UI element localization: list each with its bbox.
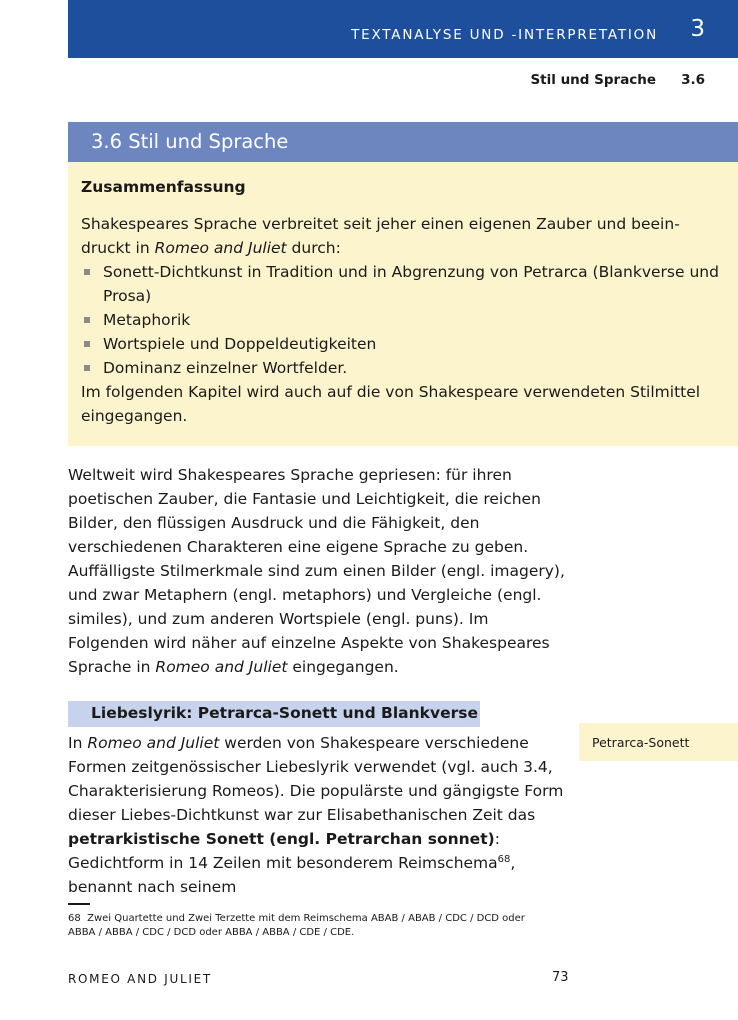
margin-note xyxy=(579,723,738,761)
list-item-text: Wortspiele und Doppeldeutigkeiten xyxy=(103,335,377,353)
margin-note-label: Petrarca-Sonett xyxy=(592,735,690,750)
section-label: Stil und Sprache xyxy=(530,72,657,88)
footnote-text: Zwei Quartette und Zwei Terzette mit dem Reimschema ABAB / ABAB / CDC / DCD oder ABBA / ABBA / CDC / DCD oder ABBA / ABBA / CDE / CDE. xyxy=(68,913,525,938)
paragraph-text-end: eingegangen. xyxy=(287,658,399,676)
body-paragraph-2 xyxy=(68,731,573,899)
subsection-title-bar xyxy=(68,701,480,727)
list-item xyxy=(81,308,721,332)
summary-intro xyxy=(81,212,721,260)
running-section-header xyxy=(530,72,705,88)
paragraph-text: In xyxy=(68,734,88,752)
footnote-reference[interactable]: 68 xyxy=(497,853,511,865)
list-item xyxy=(81,260,721,308)
paragraph-text-end: , benannt nach seinem xyxy=(68,854,516,896)
summary-intro-text: Shakespeares Sprache verbreitet seit jeher einen eigenen Zauber und beeindruckt in xyxy=(81,215,680,257)
body-paragraph-1 xyxy=(68,463,573,679)
footnote-number: 68 xyxy=(68,913,81,924)
paragraph-text: werden von Shakespeare verschiedene Formen zeitgenössischer Liebeslyrik verwendet (vgl. auch 3.4, Charakterisierung Romeos). Die populärste und gängigste Form dieser Liebes-Dichtkunst war zur Elisabethanischen Zeit das xyxy=(68,734,564,824)
summary-intro-end: durch: xyxy=(286,239,341,257)
section-title-bar xyxy=(68,122,738,162)
chapter-label: TEXTANALYSE UND -INTERPRETATION xyxy=(351,27,658,43)
square-bullet-icon xyxy=(84,341,90,347)
square-bullet-icon xyxy=(84,317,90,323)
work-title: Romeo and Juliet xyxy=(87,734,220,752)
list-item xyxy=(81,332,721,356)
subsection-title: Liebeslyrik: Petrarca-Sonett und Blankverse xyxy=(91,704,478,722)
summary-text xyxy=(81,212,721,428)
work-title: Romeo and Juliet xyxy=(155,658,288,676)
square-bullet-icon xyxy=(84,269,90,275)
paragraph-text: Weltweit wird Shakespeares Sprache gepriesen: für ihren poetischen Zauber, die Fantasie und Leichtigkeit, die reichen Bilder, den flüssigen Ausdruck und die Fähigkeit, den verschiedenen Charakteren eine eigene Sprache zu geben. Auffälligste Stilmerkmale sind zum einen Bilder (engl. imagery), und zwar Metaphern (engl. metaphors) und Vergleiche (engl. similes), und zum anderen Wortspiele (engl. puns). Im Folgenden wird näher auf einzelne Aspekte von Shakespeares Sprache in xyxy=(68,466,565,676)
list-item-text: Dominanz einzelner Wortfelder. xyxy=(103,359,348,377)
paragraph xyxy=(68,463,573,679)
paragraph xyxy=(68,731,573,899)
list-item xyxy=(81,356,721,380)
summary-outro: Im folgenden Kapitel wird auch auf die von Shakespeare verwendeten Stilmittel eingegangen. xyxy=(81,383,701,425)
chapter-number: 3 xyxy=(690,16,705,42)
chapter-header-bar xyxy=(68,0,738,58)
key-term: petrarkistische Sonett (engl. Petrarchan sonnet) xyxy=(68,830,495,848)
square-bullet-icon xyxy=(84,365,90,371)
summary-list xyxy=(81,260,721,380)
paragraph-text: : Gedichtform in 14 Zeilen mit besonderem Reimschema xyxy=(68,830,500,872)
section-title: 3.6 Stil und Sprache xyxy=(91,130,289,153)
footer-book-title: ROMEO AND JULIET xyxy=(68,972,212,986)
summary-box xyxy=(68,162,738,446)
footnote xyxy=(68,912,538,940)
section-number: 3.6 xyxy=(681,72,705,88)
list-item-text: Sonett-Dichtkunst in Tradition und in Abgrenzung von Petrarca (Blankverse und Prosa) xyxy=(103,263,719,305)
page-number: 73 xyxy=(552,970,569,985)
list-item-text: Metaphorik xyxy=(103,311,191,329)
footnote-divider xyxy=(68,903,90,905)
summary-intro-title: Romeo and Juliet xyxy=(154,239,287,257)
summary-heading: Zusammenfassung xyxy=(81,178,246,196)
